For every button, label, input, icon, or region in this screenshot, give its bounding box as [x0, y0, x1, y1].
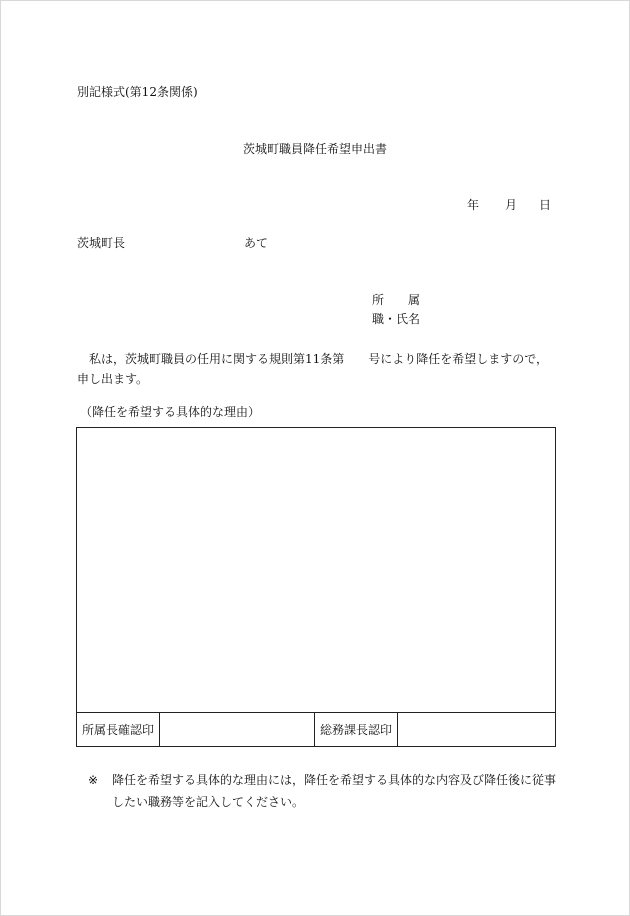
- dept-head-seal-box[interactable]: [160, 713, 315, 746]
- request-statement: 私は，茨城町職員の任用に関する規則第11条第 号により降任を希望しますので，申し出ます。: [77, 352, 549, 386]
- general-affairs-seal-box[interactable]: [398, 713, 555, 746]
- note-mark: ※: [88, 773, 99, 787]
- addressee: 茨城町長: [77, 236, 126, 250]
- date-year-label: 年: [467, 198, 480, 212]
- reason-section-label: （降任を希望する具体的な理由）: [80, 405, 261, 419]
- position-name-label: 職・氏名: [372, 312, 421, 326]
- seal-row: [77, 713, 555, 746]
- date-day-label: 日: [539, 198, 552, 212]
- form-reference: 別記様式(第12条関係): [77, 85, 198, 99]
- addressee-suffix: あて: [244, 236, 269, 250]
- dept-head-seal-label: 所属長確認印: [82, 722, 155, 737]
- general-affairs-seal-label: 総務課長認印: [320, 722, 393, 737]
- date-month-label: 月: [505, 198, 518, 212]
- reason-text-area[interactable]: [77, 428, 555, 713]
- reason-form-table: [76, 427, 556, 747]
- document-title: 茨城町職員降任希望申出書: [242, 142, 387, 156]
- general-affairs-seal-label-cell: [315, 713, 398, 746]
- affiliation-label: 所 属: [372, 293, 421, 307]
- note-text: 降任を希望する具体的な理由には，降任を希望する具体的な内容及び降任後に従事したい職務等を記入してください。: [112, 773, 557, 809]
- dept-head-seal-label-cell: [77, 713, 160, 746]
